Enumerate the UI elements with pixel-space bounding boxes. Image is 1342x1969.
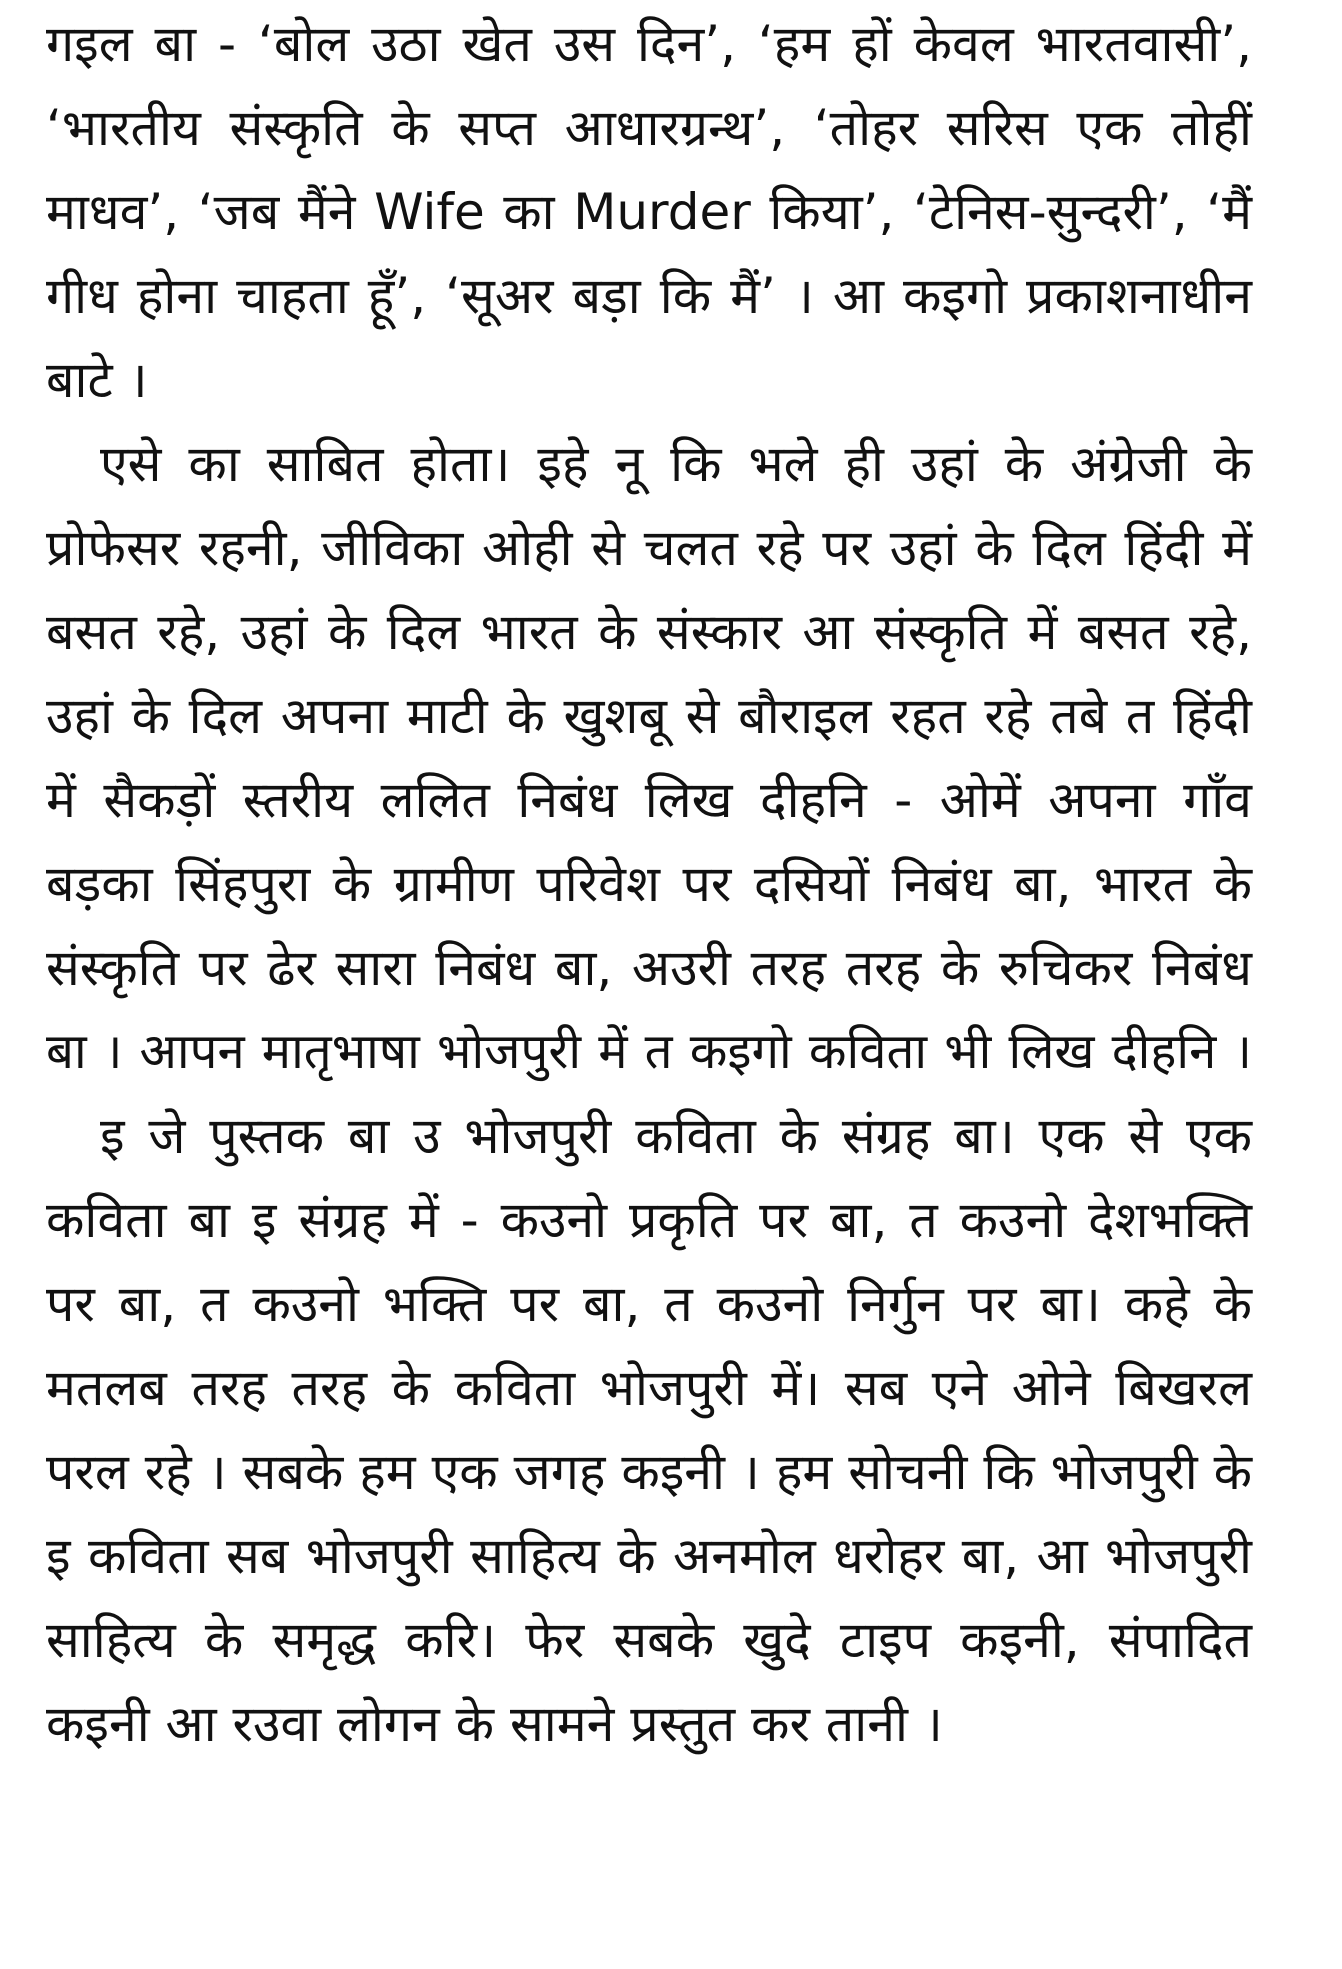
- text-line: परल रहे । सबके हम एक जगह कइनी । हम सोचनी कि भोजपुरी के: [46, 1443, 1252, 1501]
- text-line: कविता बा इ संग्रह में - कउनो प्रकृति पर बा, त कउनो देशभक्ति: [46, 1191, 1252, 1249]
- text-line: बसत रहे, उहां के दिल भारत के संस्कार आ संस्कृति में बसत रहे,: [46, 603, 1252, 661]
- text-line: उहां के दिल अपना माटी के खुशबू से बौराइल रहत रहे तबे त हिंदी: [46, 687, 1252, 745]
- text-line: मतलब तरह तरह के कविता भोजपुरी में। सब एने ओने बिखरल: [46, 1359, 1252, 1417]
- book-page: [46, 0, 1252, 1969]
- text-line: बाटे ।: [46, 351, 148, 409]
- text-line: बड़का सिंहपुरा के ग्रामीण परिवेश पर दसियों निबंध बा, भारत के: [46, 855, 1252, 913]
- text-line: बा । आपन मातृभाषा भोजपुरी में त कइगो कविता भी लिख दीहनि ।: [46, 1023, 1252, 1080]
- text-line: प्रोफेसर रहनी, जीविका ओही से चलत रहे पर उहां के दिल हिंदी में: [46, 519, 1252, 577]
- text-line: गइल बा - ‘बोल उठा खेत उस दिन’, ‘हम हों केवल भारतवासी’,: [46, 15, 1252, 73]
- text-line: में सैकड़ों स्तरीय ललित निबंध लिख दीहनि - ओमें अपना गाँव: [46, 771, 1252, 829]
- text-line: माधव’, ‘जब मैंने Wife का Murder किया’, ‘टेनिस-सुन्दरी’, ‘मैं: [46, 183, 1252, 241]
- text-line: संस्कृति पर ढेर सारा निबंध बा, अउरी तरह तरह के रुचिकर निबंध: [46, 939, 1252, 997]
- text-line: गीध होना चाहता हूँ’, ‘सूअर बड़ा कि मैं’ । आ कइगो प्रकाशनाधीन: [46, 267, 1252, 325]
- text-line: इ जे पुस्तक बा उ भोजपुरी कविता के संग्रह बा। एक से एक: [100, 1107, 1252, 1165]
- text-line: पर बा, त कउनो भक्ति पर बा, त कउनो निर्गुन पर बा। कहे के: [46, 1275, 1252, 1333]
- text-line: कइनी आ रउवा लोगन के सामने प्रस्तुत कर तानी ।: [46, 1695, 943, 1753]
- text-line: इ कविता सब भोजपुरी साहित्य के अनमोल धरोहर बा, आ भोजपुरी: [46, 1527, 1252, 1585]
- text-line: साहित्य के समृद्ध करि। फेर सबके खुदे टाइप कइनी, संपादित: [46, 1611, 1252, 1669]
- text-line: एसे का साबित होता। इहे नू कि भले ही उहां के अंग्रेजी के: [100, 435, 1252, 493]
- text-line: ‘भारतीय संस्कृति के सप्त आधारग्रन्थ’, ‘तोहर सरिस एक तोहीं: [46, 99, 1252, 157]
